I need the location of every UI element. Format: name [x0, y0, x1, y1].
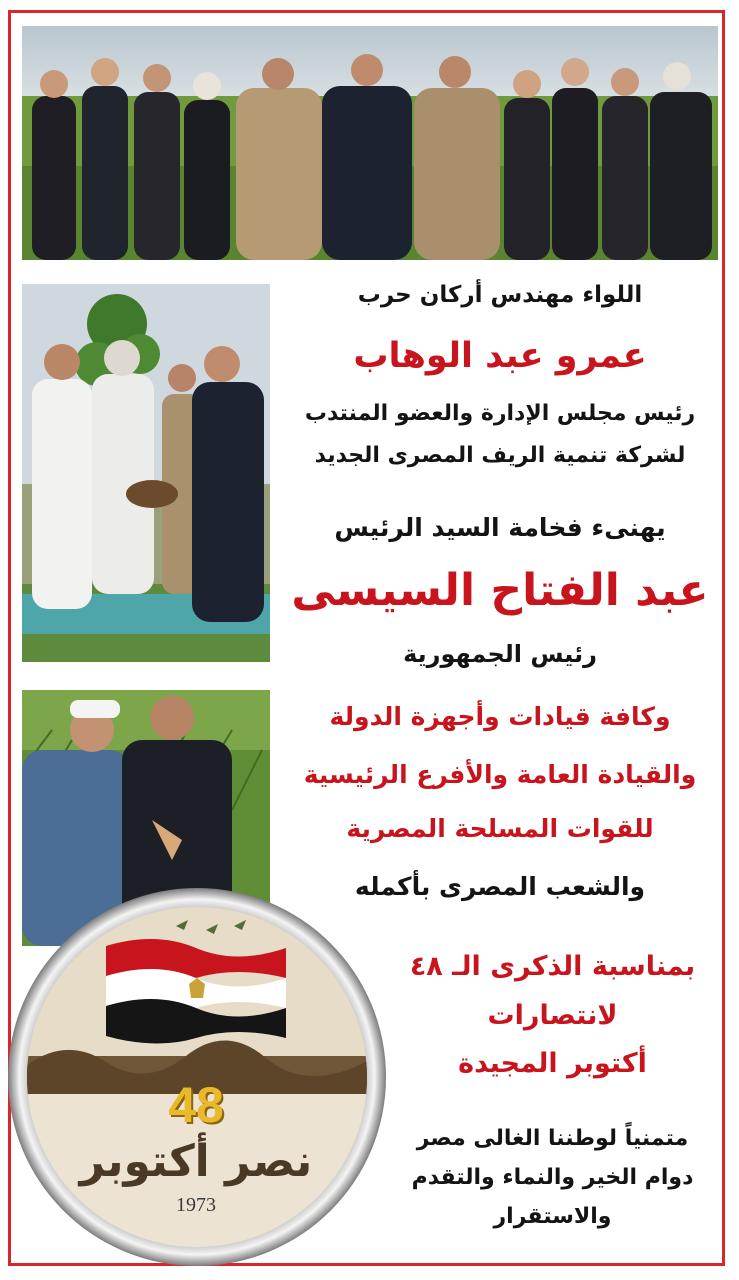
sender-title-line2: لشركة تنمية الريف المصرى الجديد: [314, 443, 686, 468]
president-name: عبد الفتاح السيسى: [291, 565, 709, 616]
wish-line3: والاستقرار: [493, 1204, 612, 1229]
congrats-line: يهنىء فخامة السيد الرئيس: [334, 513, 666, 542]
president-title: رئيس الجمهورية: [403, 640, 597, 668]
egyptian-people: والشعب المصرى بأكمله: [354, 872, 646, 901]
october-victory-emblem: [6, 886, 388, 1268]
general-command: والقيادة العامة والأفرع الرئيسية: [303, 760, 697, 789]
group-photo: [22, 26, 718, 260]
sender-title-line1: رئيس مجلس الإدارة والعضو المنتدب: [304, 401, 696, 426]
sender-rank: اللواء مهندس أركان حرب: [357, 282, 643, 308]
sender-name: عمرو عبد الوهاب: [353, 336, 647, 376]
emblem-title: نصر أكتوبر: [79, 1136, 313, 1187]
anniversary-line: بمناسبة الذكرى الـ ٤٨: [409, 951, 696, 982]
armed-forces: للقوات المسلحة المصرية: [346, 814, 654, 843]
tree-planting-photo: [22, 284, 270, 662]
emblem-number: 48: [168, 1077, 224, 1133]
wish-line2: دوام الخير والنماء والتقدم: [411, 1165, 694, 1190]
emblem-year: 1973: [176, 1194, 216, 1216]
victories-line: لانتصارات: [487, 1000, 618, 1031]
wish-line1: متمنياً لوطننا الغالى مصر: [416, 1126, 689, 1151]
october-line: أكتوبر المجيدة: [458, 1048, 647, 1079]
state-leaders: وكافة قيادات وأجهزة الدولة: [329, 702, 671, 731]
